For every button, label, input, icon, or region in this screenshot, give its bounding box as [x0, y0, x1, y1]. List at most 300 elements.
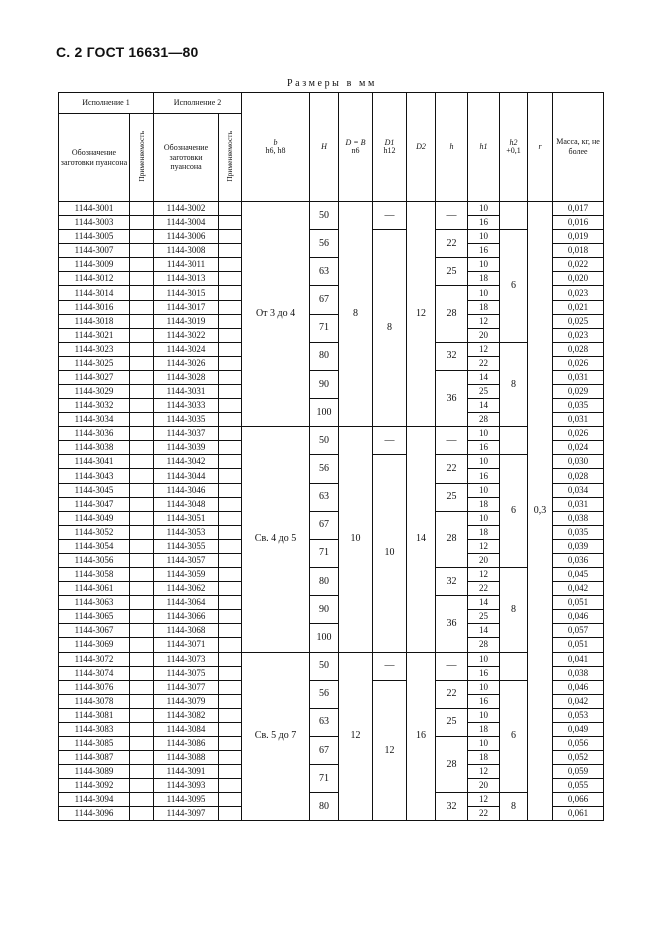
h2-value-cell: 6 — [500, 230, 528, 343]
applicability-label-2: Применяемость — [225, 131, 235, 182]
applicability-cell-1 — [130, 370, 154, 384]
applicability-cell-2 — [219, 286, 242, 300]
applicability-cell-1 — [130, 258, 154, 272]
mass-value-cell: 0,016 — [553, 216, 604, 230]
blank-code-exec-1: 1144-3029 — [59, 385, 130, 399]
applicability-cell-1 — [130, 286, 154, 300]
applicability-cell-1 — [130, 765, 154, 779]
mass-value-cell: 0,026 — [553, 356, 604, 370]
h1-value-cell: 28 — [468, 638, 500, 652]
applicability-cell-1 — [130, 553, 154, 567]
D-header — [339, 93, 373, 202]
applicability-cell-2 — [219, 370, 242, 384]
mass-value-cell: 0,055 — [553, 779, 604, 793]
h-value-cell: 32 — [436, 568, 468, 596]
blank-code-exec-2: 1144-3039 — [154, 441, 219, 455]
h1-value-cell: 16 — [468, 216, 500, 230]
h1-value-cell: 16 — [468, 694, 500, 708]
D1-value-cell: 12 — [373, 680, 407, 821]
applicability-cell-1 — [130, 610, 154, 624]
applicability-cell-2 — [219, 342, 242, 356]
H-value-cell: 80 — [310, 793, 339, 821]
blank-code-exec-1: 1144-3058 — [59, 568, 130, 582]
applicability-cell-2 — [219, 525, 242, 539]
applicability-cell-2 — [219, 779, 242, 793]
mass-value-cell: 0,051 — [553, 596, 604, 610]
applicability-cell-2 — [219, 427, 242, 441]
blank-code-exec-1: 1144-3083 — [59, 722, 130, 736]
dimensions-caption: Размеры в мм — [287, 78, 377, 89]
applicability-cell-1 — [130, 511, 154, 525]
applicability-cell-2 — [219, 244, 242, 258]
applicability-cell-1 — [130, 413, 154, 427]
mass-value-cell: 0,066 — [553, 793, 604, 807]
blank-code-exec-2: 1144-3022 — [154, 328, 219, 342]
H-value-cell: 90 — [310, 370, 339, 398]
H-value-cell: 71 — [310, 314, 339, 342]
h1-value-cell: 18 — [468, 300, 500, 314]
mass-value-cell: 0,041 — [553, 652, 604, 666]
h2-empty-cell — [500, 427, 528, 455]
h1-value-cell: 12 — [468, 793, 500, 807]
blank-code-exec-1: 1144-3032 — [59, 399, 130, 413]
h-value-cell: 25 — [436, 483, 468, 511]
h2-value-cell: 8 — [500, 793, 528, 821]
h1-value-cell: 10 — [468, 680, 500, 694]
table-row — [59, 202, 604, 216]
b-range-cell: От 3 до 4 — [242, 202, 310, 427]
blank-code-exec-1: 1144-3027 — [59, 370, 130, 384]
blank-code-exec-2: 1144-3091 — [154, 765, 219, 779]
blank-code-exec-2: 1144-3075 — [154, 666, 219, 680]
applicability-cell-2 — [219, 751, 242, 765]
blank-code-exec-2: 1144-3093 — [154, 779, 219, 793]
applicability-cell-2 — [219, 807, 242, 821]
applicability-cell-2 — [219, 272, 242, 286]
applicability-cell-2 — [219, 765, 242, 779]
applicability-cell-2 — [219, 596, 242, 610]
b-symbol: b — [273, 138, 278, 147]
H-value-cell: 100 — [310, 399, 339, 427]
mass-value-cell: 0,022 — [553, 258, 604, 272]
blank-code-exec-1: 1144-3078 — [59, 694, 130, 708]
mass-value-cell: 0,038 — [553, 511, 604, 525]
H-value-cell: 67 — [310, 511, 339, 539]
applicability-cell-1 — [130, 666, 154, 680]
D-symbol: D = B — [345, 138, 366, 147]
mass-value-cell: 0,035 — [553, 399, 604, 413]
H-value-cell: 50 — [310, 427, 339, 455]
mass-value-cell: 0,059 — [553, 765, 604, 779]
h1-value-cell: 10 — [468, 230, 500, 244]
blank-code-exec-1: 1144-3005 — [59, 230, 130, 244]
blank-code-header-1: Обозначение заготовки пуансона — [59, 114, 130, 202]
blank-code-exec-2: 1144-3053 — [154, 525, 219, 539]
blank-code-exec-2: 1144-3064 — [154, 596, 219, 610]
blank-code-exec-1: 1144-3054 — [59, 539, 130, 553]
h1-value-cell: 10 — [468, 286, 500, 300]
mass-value-cell: 0,045 — [553, 568, 604, 582]
H-value-cell: 56 — [310, 680, 339, 708]
applicability-cell-2 — [219, 610, 242, 624]
applicability-cell-1 — [130, 779, 154, 793]
h1-value-cell: 14 — [468, 624, 500, 638]
h2-empty-cell — [500, 652, 528, 680]
table-row — [59, 342, 604, 356]
h1-value-cell: 14 — [468, 370, 500, 384]
blank-code-exec-1: 1144-3067 — [59, 624, 130, 638]
blank-code-exec-1: 1144-3056 — [59, 553, 130, 567]
blank-code-exec-2: 1144-3077 — [154, 680, 219, 694]
mass-value-cell: 0,025 — [553, 314, 604, 328]
applicability-cell-2 — [219, 736, 242, 750]
applicability-cell-1 — [130, 202, 154, 216]
blank-code-exec-2: 1144-3086 — [154, 736, 219, 750]
blank-code-exec-1: 1144-3034 — [59, 413, 130, 427]
dimensions-table — [58, 92, 604, 821]
mass-value-cell: 0,057 — [553, 624, 604, 638]
blank-code-exec-2: 1144-3051 — [154, 511, 219, 525]
table-body — [59, 202, 604, 821]
D2-header: D2 — [407, 93, 436, 202]
blank-code-exec-2: 1144-3071 — [154, 638, 219, 652]
h1-value-cell: 25 — [468, 385, 500, 399]
blank-code-exec-1: 1144-3018 — [59, 314, 130, 328]
blank-code-exec-1: 1144-3074 — [59, 666, 130, 680]
h1-value-cell: 12 — [468, 765, 500, 779]
mass-value-cell: 0,042 — [553, 694, 604, 708]
execution-2-header: Исполнение 2 — [154, 93, 242, 114]
blank-code-exec-2: 1144-3062 — [154, 582, 219, 596]
blank-code-exec-1: 1144-3096 — [59, 807, 130, 821]
D1-dash-cell: — — [373, 202, 407, 230]
blank-code-exec-1: 1144-3001 — [59, 202, 130, 216]
h-value-cell: 25 — [436, 258, 468, 286]
H-value-cell: 71 — [310, 539, 339, 567]
blank-code-exec-2: 1144-3033 — [154, 399, 219, 413]
H-value-cell: 67 — [310, 286, 339, 314]
mass-value-cell: 0,034 — [553, 483, 604, 497]
blank-code-exec-2: 1144-3066 — [154, 610, 219, 624]
applicability-cell-1 — [130, 525, 154, 539]
blank-code-exec-2: 1144-3013 — [154, 272, 219, 286]
H-value-cell: 63 — [310, 258, 339, 286]
blank-code-exec-1: 1144-3003 — [59, 216, 130, 230]
h1-value-cell: 10 — [468, 708, 500, 722]
blank-code-exec-1: 1144-3065 — [59, 610, 130, 624]
h2-value-cell: 8 — [500, 342, 528, 426]
applicability-cell-2 — [219, 539, 242, 553]
D1-header — [373, 93, 407, 202]
applicability-cell-2 — [219, 497, 242, 511]
blank-code-exec-1: 1144-3081 — [59, 708, 130, 722]
H-value-cell: 56 — [310, 455, 339, 483]
applicability-cell-1 — [130, 652, 154, 666]
blank-code-exec-2: 1144-3046 — [154, 483, 219, 497]
b-header — [242, 93, 310, 202]
mass-value-cell: 0,031 — [553, 413, 604, 427]
blank-code-exec-2: 1144-3088 — [154, 751, 219, 765]
h-value-cell: 28 — [436, 511, 468, 567]
mass-value-cell: 0,030 — [553, 455, 604, 469]
blank-code-exec-2: 1144-3068 — [154, 624, 219, 638]
D1-dash-cell: — — [373, 652, 407, 680]
h2-empty-cell — [500, 202, 528, 230]
applicability-header-2 — [219, 114, 242, 202]
h2-header — [500, 93, 528, 202]
applicability-cell-1 — [130, 694, 154, 708]
H-value-cell: 50 — [310, 652, 339, 680]
h-value-cell: 25 — [436, 708, 468, 736]
h1-value-cell: 22 — [468, 807, 500, 821]
table-row — [59, 680, 604, 694]
h1-value-cell: 20 — [468, 779, 500, 793]
applicability-cell-1 — [130, 455, 154, 469]
applicability-cell-2 — [219, 230, 242, 244]
applicability-cell-1 — [130, 385, 154, 399]
D-value-cell: 12 — [339, 652, 373, 821]
blank-code-exec-2: 1144-3019 — [154, 314, 219, 328]
h-value-cell: 22 — [436, 455, 468, 483]
h-value-cell: 32 — [436, 793, 468, 821]
blank-code-exec-1: 1144-3012 — [59, 272, 130, 286]
D2-value-cell: 12 — [407, 202, 436, 427]
mass-value-cell: 0,031 — [553, 497, 604, 511]
applicability-cell-2 — [219, 680, 242, 694]
H-value-cell: 100 — [310, 624, 339, 652]
h1-value-cell: 10 — [468, 455, 500, 469]
applicability-cell-1 — [130, 624, 154, 638]
D-tolerance: n6 — [351, 146, 360, 155]
mass-value-cell: 0,061 — [553, 807, 604, 821]
H-value-cell: 80 — [310, 342, 339, 370]
mass-value-cell: 0,020 — [553, 272, 604, 286]
applicability-cell-2 — [219, 511, 242, 525]
blank-code-exec-2: 1144-3026 — [154, 356, 219, 370]
applicability-cell-2 — [219, 483, 242, 497]
h1-value-cell: 12 — [468, 568, 500, 582]
mass-value-cell: 0,046 — [553, 680, 604, 694]
applicability-cell-2 — [219, 385, 242, 399]
blank-code-exec-1: 1144-3052 — [59, 525, 130, 539]
table-row — [59, 793, 604, 807]
h1-value-cell: 10 — [468, 258, 500, 272]
blank-code-exec-2: 1144-3002 — [154, 202, 219, 216]
h1-value-cell: 18 — [468, 497, 500, 511]
h2-value-cell: 8 — [500, 568, 528, 652]
mass-value-cell: 0,051 — [553, 638, 604, 652]
H-value-cell: 80 — [310, 568, 339, 596]
table-row — [59, 652, 604, 666]
applicability-cell-1 — [130, 596, 154, 610]
mass-value-cell: 0,023 — [553, 286, 604, 300]
mass-value-cell: 0,036 — [553, 553, 604, 567]
h1-value-cell: 25 — [468, 610, 500, 624]
h1-value-cell: 20 — [468, 553, 500, 567]
blank-code-header-2: Обозначение заготовки пуансона — [154, 114, 219, 202]
D1-dash-cell: — — [373, 427, 407, 455]
applicability-cell-1 — [130, 230, 154, 244]
blank-code-exec-2: 1144-3015 — [154, 286, 219, 300]
blank-code-exec-1: 1144-3049 — [59, 511, 130, 525]
applicability-cell-1 — [130, 708, 154, 722]
blank-code-exec-1: 1144-3045 — [59, 483, 130, 497]
h1-value-cell: 14 — [468, 596, 500, 610]
h-dash-cell: — — [436, 652, 468, 680]
blank-code-exec-2: 1144-3059 — [154, 568, 219, 582]
blank-code-exec-1: 1144-3038 — [59, 441, 130, 455]
mass-value-cell: 0,026 — [553, 427, 604, 441]
h1-value-cell: 18 — [468, 722, 500, 736]
blank-code-exec-2: 1144-3055 — [154, 539, 219, 553]
applicability-cell-1 — [130, 342, 154, 356]
blank-code-exec-2: 1144-3037 — [154, 427, 219, 441]
applicability-cell-1 — [130, 483, 154, 497]
applicability-cell-1 — [130, 441, 154, 455]
H-value-cell: 90 — [310, 596, 339, 624]
applicability-cell-2 — [219, 328, 242, 342]
h2-symbol: h2 — [509, 138, 518, 147]
mass-value-cell: 0,017 — [553, 202, 604, 216]
applicability-cell-1 — [130, 314, 154, 328]
mass-value-cell: 0,024 — [553, 441, 604, 455]
applicability-cell-2 — [219, 202, 242, 216]
blank-code-exec-1: 1144-3047 — [59, 497, 130, 511]
r-value-cell: 0,3 — [528, 202, 553, 821]
h-header: h — [436, 93, 468, 202]
blank-code-exec-2: 1144-3006 — [154, 230, 219, 244]
h1-value-cell: 10 — [468, 202, 500, 216]
applicability-cell-1 — [130, 568, 154, 582]
applicability-cell-2 — [219, 553, 242, 567]
h-dash-cell: — — [436, 427, 468, 455]
applicability-cell-2 — [219, 568, 242, 582]
applicability-cell-2 — [219, 356, 242, 370]
blank-code-exec-2: 1144-3048 — [154, 497, 219, 511]
blank-code-exec-1: 1144-3092 — [59, 779, 130, 793]
mass-value-cell: 0,018 — [553, 244, 604, 258]
applicability-cell-2 — [219, 300, 242, 314]
execution-1-header: Исполнение 1 — [59, 93, 154, 114]
h1-value-cell: 20 — [468, 328, 500, 342]
blank-code-exec-1: 1144-3036 — [59, 427, 130, 441]
blank-code-exec-2: 1144-3057 — [154, 553, 219, 567]
mass-header: Масса, кг, не более — [553, 93, 604, 202]
mass-value-cell: 0,021 — [553, 300, 604, 314]
h1-value-cell: 18 — [468, 525, 500, 539]
mass-value-cell: 0,046 — [553, 610, 604, 624]
h1-value-cell: 28 — [468, 413, 500, 427]
applicability-cell-1 — [130, 399, 154, 413]
applicability-cell-2 — [219, 582, 242, 596]
b-range-cell: Св. 5 до 7 — [242, 652, 310, 821]
mass-value-cell: 0,031 — [553, 370, 604, 384]
applicability-cell-2 — [219, 413, 242, 427]
mass-value-cell: 0,038 — [553, 666, 604, 680]
blank-code-exec-2: 1144-3095 — [154, 793, 219, 807]
applicability-cell-1 — [130, 638, 154, 652]
table-row — [59, 568, 604, 582]
blank-code-exec-1: 1144-3085 — [59, 736, 130, 750]
blank-code-exec-2: 1144-3004 — [154, 216, 219, 230]
blank-code-exec-1: 1144-3094 — [59, 793, 130, 807]
blank-code-exec-1: 1144-3063 — [59, 596, 130, 610]
mass-value-cell: 0,028 — [553, 469, 604, 483]
applicability-cell-2 — [219, 722, 242, 736]
applicability-cell-2 — [219, 652, 242, 666]
applicability-cell-2 — [219, 624, 242, 638]
applicability-cell-2 — [219, 455, 242, 469]
applicability-cell-2 — [219, 216, 242, 230]
applicability-cell-2 — [219, 314, 242, 328]
h2-value-cell: 6 — [500, 680, 528, 793]
blank-code-exec-2: 1144-3024 — [154, 342, 219, 356]
blank-code-exec-2: 1144-3017 — [154, 300, 219, 314]
h1-value-cell: 12 — [468, 539, 500, 553]
applicability-cell-1 — [130, 427, 154, 441]
blank-code-exec-2: 1144-3079 — [154, 694, 219, 708]
H-value-cell: 63 — [310, 483, 339, 511]
h-value-cell: 28 — [436, 736, 468, 792]
h1-value-cell: 14 — [468, 399, 500, 413]
applicability-cell-1 — [130, 328, 154, 342]
applicability-cell-2 — [219, 638, 242, 652]
h1-value-cell: 16 — [468, 244, 500, 258]
h2-value-cell: 6 — [500, 455, 528, 568]
blank-code-exec-1: 1144-3007 — [59, 244, 130, 258]
blank-code-exec-1: 1144-3089 — [59, 765, 130, 779]
applicability-cell-1 — [130, 807, 154, 821]
blank-code-exec-1: 1144-3087 — [59, 751, 130, 765]
page-header: С. 2 ГОСТ 16631—80 — [56, 44, 199, 60]
H-value-cell: 63 — [310, 708, 339, 736]
applicability-cell-2 — [219, 666, 242, 680]
blank-code-exec-1: 1144-3061 — [59, 582, 130, 596]
applicability-cell-1 — [130, 244, 154, 258]
D1-value-cell: 8 — [373, 230, 407, 427]
mass-value-cell: 0,042 — [553, 582, 604, 596]
h1-value-cell: 10 — [468, 427, 500, 441]
blank-code-exec-2: 1144-3073 — [154, 652, 219, 666]
applicability-cell-1 — [130, 582, 154, 596]
blank-code-exec-2: 1144-3008 — [154, 244, 219, 258]
applicability-cell-1 — [130, 722, 154, 736]
mass-value-cell: 0,028 — [553, 342, 604, 356]
r-header: r — [528, 93, 553, 202]
H-value-cell: 67 — [310, 736, 339, 764]
h1-value-cell: 10 — [468, 652, 500, 666]
D2-value-cell: 16 — [407, 652, 436, 821]
table-row — [59, 455, 604, 469]
mass-value-cell: 0,023 — [553, 328, 604, 342]
blank-code-exec-2: 1144-3028 — [154, 370, 219, 384]
applicability-cell-2 — [219, 399, 242, 413]
blank-code-exec-1: 1144-3025 — [59, 356, 130, 370]
h-value-cell: 22 — [436, 680, 468, 708]
blank-code-exec-1: 1144-3041 — [59, 455, 130, 469]
blank-code-exec-1: 1144-3016 — [59, 300, 130, 314]
applicability-cell-2 — [219, 441, 242, 455]
blank-code-exec-1: 1144-3072 — [59, 652, 130, 666]
applicability-header-1 — [130, 114, 154, 202]
blank-code-exec-1: 1144-3076 — [59, 680, 130, 694]
applicability-cell-2 — [219, 694, 242, 708]
blank-code-exec-1: 1144-3043 — [59, 469, 130, 483]
mass-value-cell: 0,053 — [553, 708, 604, 722]
applicability-cell-1 — [130, 680, 154, 694]
h-dash-cell: — — [436, 202, 468, 230]
blank-code-exec-1: 1144-3014 — [59, 286, 130, 300]
